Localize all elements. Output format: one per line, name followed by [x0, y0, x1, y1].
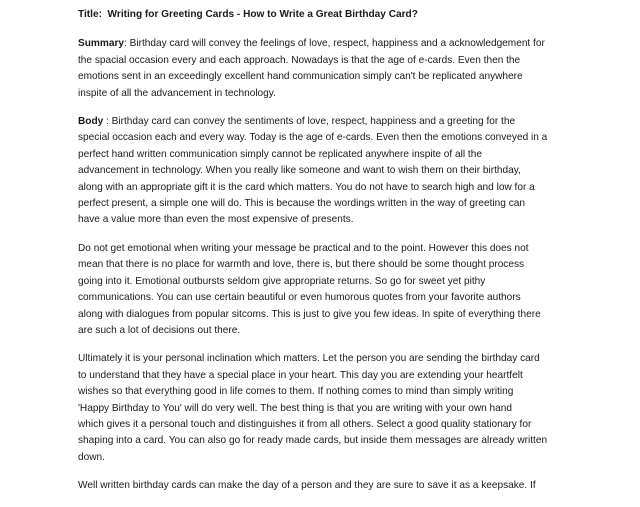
summary-paragraph — [78, 36, 568, 102]
body-label: Body — [78, 116, 104, 128]
body-line: special occasion each and every way. Today is the age of e-cards. Even then the emotions conveyed in a — [78, 132, 548, 144]
body-line: perfect hand written communication simply cannot be replicated anywhere inspite of all the — [78, 148, 482, 160]
title-label: Title: — [78, 9, 102, 20]
closing-paragraph — [78, 478, 568, 494]
paragraph-line: are such a lot of decisions out there. — [78, 324, 241, 336]
title-text: Writing for Greeting Cards - How to Write a Great Birthday Card? — [107, 9, 418, 20]
paragraph-line: down. — [78, 451, 105, 463]
paragraph-line: 'Happy Birthday to You' will do very well. The best thing is that you are writing with your own hand — [78, 402, 513, 414]
paragraph-line: Ultimately it is your personal inclination which matters. Let the person you are sending the birthday card — [78, 353, 540, 365]
paragraph-line: mean that there is no place for warmth and love, there is, but there should be some thought process — [78, 259, 525, 271]
paragraph-line: shaping into a card. You can also go for ready made cards, but inside them messages are already written — [78, 435, 548, 447]
body-paragraph — [78, 114, 568, 229]
personal-inclination-paragraph — [78, 351, 568, 466]
paragraph-line: communications. You can use certain beautiful or even humorous quotes from your favorite authors — [78, 292, 521, 304]
paragraph-line: to understand that they have a special place in your heart. This day you are extending your heartfelt — [78, 369, 523, 381]
summary-text: : Birthday card will convey the feelings of love, respect, happiness and a acknowledgement for — [124, 38, 545, 50]
paragraph-line: Do not get emotional when writing your message be practical and to the point. However this does not — [78, 242, 529, 254]
body-text: : Birthday card can convey the sentiments of love, respect, happiness and a greeting for the — [103, 116, 516, 128]
body-line: perfect present, a simple one will do. This is because the wordings written in the way of greeting can — [78, 198, 525, 210]
paragraph-line: which gives it a personal touch and distinguishes it from all others. Select a good quality stationary for — [78, 418, 532, 430]
summary-line: the spacial occasion every and each approach. Nowadays is that the age of e-cards. Even then the — [78, 54, 521, 66]
paragraph-line: along with dialogues from popular sitcoms. This is just to give you few ideas. In spite of everything there — [78, 308, 541, 320]
paragraph-line: going into it. Emotional outbursts seldom give appropriate returns. So go for sweet yet pithy — [78, 275, 486, 287]
summary-label: Summary — [78, 38, 125, 50]
paragraph-line: wishes so that everything good in life comes to them. If nothing comes to mind than simply writing — [78, 386, 514, 398]
body-line: have a value more than even the most expensive of presents. — [78, 214, 354, 226]
emotional-advice-paragraph — [78, 241, 568, 339]
body-line — [78, 114, 568, 130]
document-title — [78, 7, 568, 23]
body-line: advancement in technology. When you really like someone and want to wish them on their birthday, — [78, 165, 521, 177]
summary-line — [78, 36, 568, 52]
summary-line: inspite of all the advancement in technology. — [78, 87, 276, 99]
paragraph-line: Well written birthday cards can make the day of a person and they are sure to save it as a keepsake. If — [78, 480, 536, 492]
summary-line: emotions sent in an exceedingly excellent hand communication simply can't be replicated anywhere — [78, 71, 523, 83]
document-body — [78, 7, 568, 507]
body-line: along with an appropriate gift it is the card which matters. You do not have to search high and low for a — [78, 181, 535, 193]
